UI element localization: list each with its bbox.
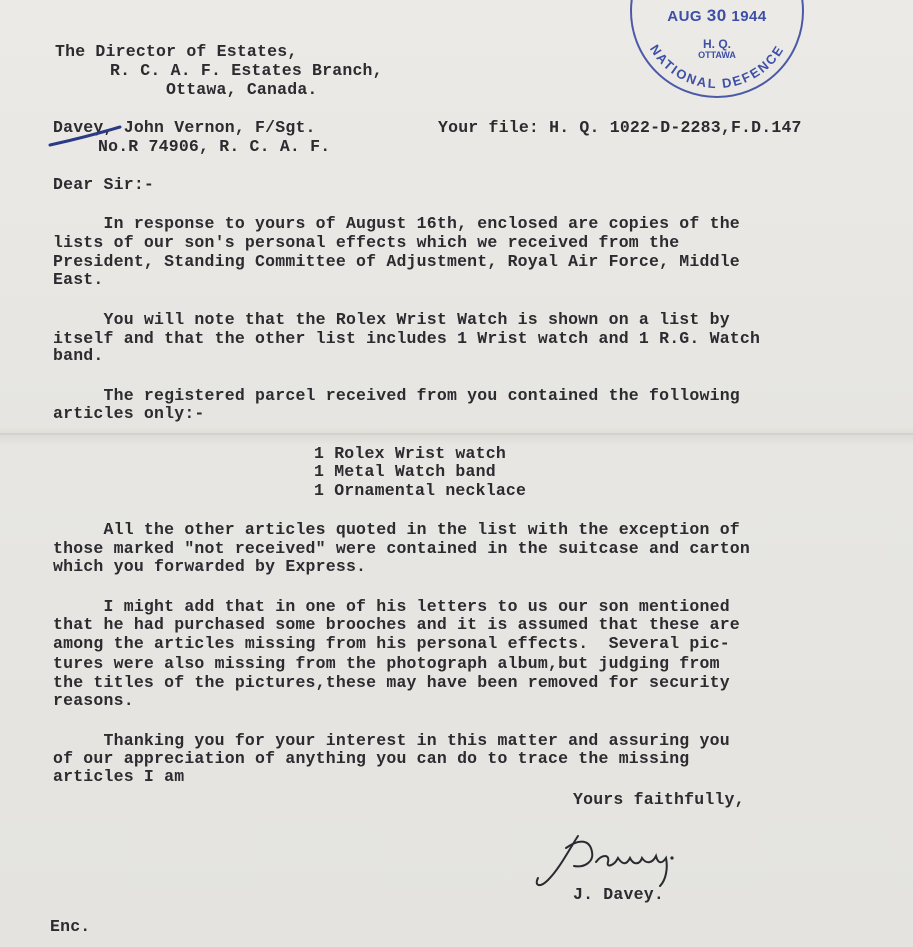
paragraph-5-line-3: among the articles missing from his personal effects. Several pic- (53, 634, 730, 653)
paragraph-6-line-3: articles I am (53, 767, 185, 786)
address-line-3: Ottawa, Canada. (166, 80, 318, 99)
paragraph-1-line-1: In response to yours of August 16th, enclosed are copies of the (53, 214, 740, 233)
list-item: 1 Metal Watch band (314, 462, 496, 481)
paragraph-5-line-1: I might add that in one of his letters to us our son mentioned (53, 597, 730, 616)
stamp-date (632, 6, 802, 26)
paragraph-4-line-2: those marked "not received" were contained in the suitcase and carton (53, 539, 751, 558)
address-line-2: R. C. A. F. Estates Branch, (110, 61, 383, 80)
stamp-month: AUG (667, 8, 703, 25)
paragraph-5-line-6: reasons. (53, 691, 134, 710)
list-item: 1 Rolex Wrist watch (314, 444, 506, 463)
stamp-day: 30 (706, 6, 727, 25)
enclosure-note: Enc. (50, 917, 91, 936)
reference-name: Davey, John Vernon, F/Sgt. (53, 118, 316, 137)
paragraph-1-line-4: East. (53, 270, 104, 289)
paragraph-2-line-2: itself and that the other list includes 1 Wrist watch and 1 R.G. Watch (53, 329, 761, 348)
address-line-1: The Director of Estates, (55, 42, 298, 61)
list-item: 1 Ornamental necklace (314, 481, 527, 500)
stamp-city: OTTAWA (698, 50, 736, 60)
stamp-ring-text: NATIONAL DEFENCE (646, 41, 788, 92)
paragraph-5-line-4: tures were also missing from the photograph album,but judging from (53, 654, 720, 673)
paragraph-2-line-1: You will note that the Rolex Wrist Watch is shown on a list by (53, 310, 730, 329)
paragraph-5-line-2: that he had purchased some brooches and it is assumed that these are (53, 615, 740, 634)
salutation: Dear Sir:- (53, 175, 155, 194)
paragraph-1-line-2: lists of our son's personal effects which we received from the (53, 233, 680, 252)
signer-name: J. Davey. (573, 885, 664, 904)
paragraph-6-line-1: Thanking you for your interest in this matter and assuring you (53, 731, 730, 750)
paragraph-4-line-3: which you forwarded by Express. (53, 557, 367, 576)
paragraph-3-line-2: articles only:- (53, 404, 205, 423)
paragraph-6-line-2: of our appreciation of anything you can do to trace the missing (53, 749, 690, 768)
paragraph-2-line-3: band. (53, 346, 104, 365)
paper-fold-line (0, 433, 913, 435)
stamp-hq: H. Q. (702, 37, 731, 51)
received-stamp (630, 0, 804, 98)
paragraph-3-line-1: The registered parcel received from you contained the following (53, 386, 740, 405)
your-file-reference: Your file: H. Q. 1022-D-2283,F.D.147 (438, 118, 802, 137)
paragraph-1-line-3: President, Standing Committee of Adjustment, Royal Air Force, Middle (53, 252, 740, 271)
stamp-year: 1944 (731, 8, 767, 25)
paragraph-5-line-5: the titles of the pictures,these may have been removed for security (53, 673, 730, 692)
closing: Yours faithfully, (573, 790, 745, 809)
paragraph-4-line-1: All the other articles quoted in the list with the exception of (53, 520, 740, 539)
reference-number: No.R 74906, R. C. A. F. (98, 137, 331, 156)
